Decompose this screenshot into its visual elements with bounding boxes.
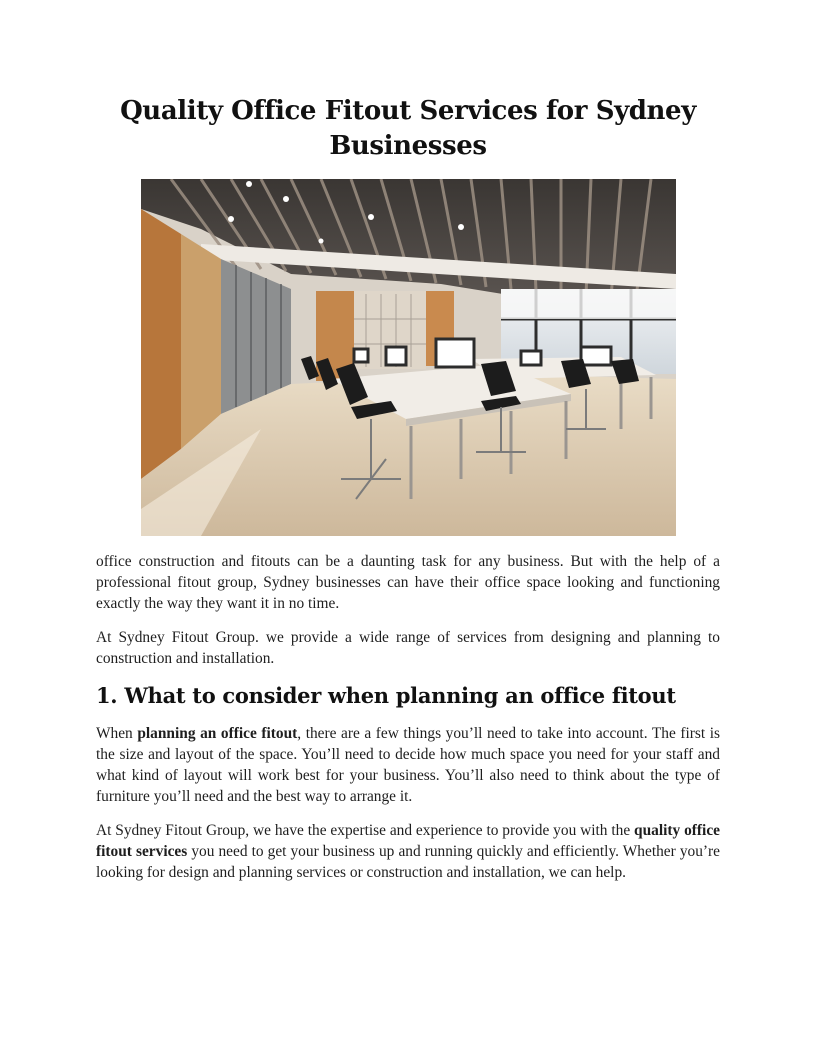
quality-text-post: you need to get your business up and running quickly and efficiently. Whether you’re looking for design and planning services or construction and installation, we can help. (96, 843, 720, 881)
document-title: Quality Office Fitout Services for Sydney Businesses (120, 96, 696, 161)
quality-text-pre: At Sydney Fitout Group, we have the expertise and experience to provide you with the (96, 822, 635, 839)
article-body (96, 551, 720, 896)
services-paragraph: At Sydney Fitout Group. we provide a wide range of services from designing and planning to construction and installation. (96, 629, 720, 667)
intro-paragraph: office construction and fitouts can be a daunting task for any business. But with the help of a professional fitout group, Sydney businesses can have their office space looking and functioning exactly the way they want it in no time. (96, 553, 720, 612)
planning-text-post: , there are a few things you’ll need to take into account. The first is the size and layout of the space. You’ll need to decide how much space you need for your staff and what kind of layout will work best for your business. You’ll also need to think about the type of furniture you’ll need and the best way to arrange it. (96, 725, 720, 805)
office-interior-photo (141, 179, 676, 536)
planning-paragraph (96, 723, 720, 807)
section-heading: 1. What to consider when planning an office fitout (96, 683, 676, 708)
services-quality-paragraph (96, 820, 720, 883)
planning-keyword: planning an office fitout (137, 725, 298, 742)
planning-text-pre: When (96, 725, 138, 742)
quality-keyword: quality office fitout services (96, 822, 720, 860)
